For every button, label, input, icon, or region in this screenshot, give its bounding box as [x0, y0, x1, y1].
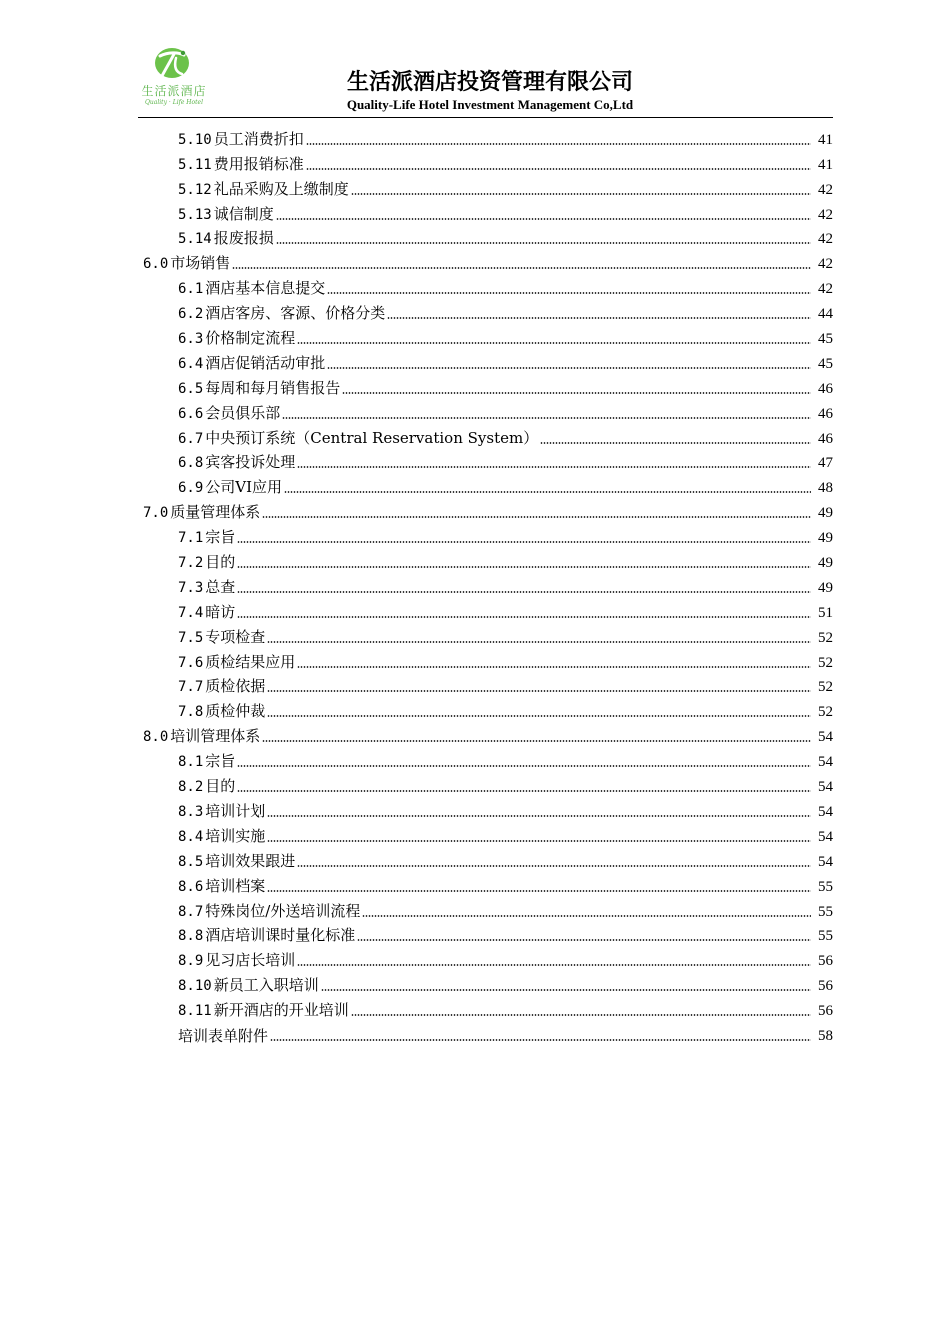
toc-entry-title [178, 155, 304, 174]
toc-entry[interactable] [0, 724, 950, 749]
toc-entry-title [178, 926, 355, 945]
toc-entry-number: 6.9 [178, 480, 204, 497]
table-of-contents [0, 127, 950, 1048]
toc-entry-title [178, 1001, 349, 1020]
toc-entry-text: 新开酒店的开业培训 [213, 1001, 349, 1020]
toc-entry-number: 8.10 [178, 978, 212, 995]
toc-entry[interactable] [0, 774, 950, 799]
toc-entry-title [143, 727, 260, 746]
toc-entry-title [178, 429, 538, 448]
toc-entry-text: 诚信制度 [213, 204, 274, 223]
toc-entry-text: 每周和每月销售报告 [205, 378, 341, 397]
toc-page-number: 42 [818, 206, 833, 223]
toc-entry[interactable] [0, 251, 950, 276]
toc-entry[interactable] [0, 749, 950, 774]
toc-entry-text: 目的 [205, 553, 236, 572]
toc-dot-leader [387, 316, 811, 320]
toc-dot-leader [306, 167, 811, 171]
toc-entry-text: 员工消费折扣 [213, 129, 304, 148]
toc-page-number: 52 [818, 629, 833, 646]
toc-entry[interactable] [0, 301, 950, 326]
company-logo [134, 46, 214, 112]
toc-entry-number: 7.2 [178, 555, 204, 572]
toc-entry-title [178, 304, 385, 323]
toc-entry-text: 暗访 [205, 602, 236, 621]
toc-entry[interactable] [0, 227, 950, 252]
toc-entry[interactable] [0, 500, 950, 525]
toc-entry[interactable] [0, 351, 950, 376]
toc-entry-text: 培训档案 [205, 876, 266, 895]
toc-entry-title [178, 902, 360, 921]
toc-dot-leader [362, 914, 811, 918]
toc-entry-number: 8.1 [178, 754, 204, 771]
toc-dot-leader [237, 565, 811, 569]
toc-entry-title [178, 528, 235, 547]
leaf-logo-icon [152, 46, 192, 82]
toc-dot-leader [284, 490, 811, 494]
toc-dot-leader [237, 590, 811, 594]
toc-entry-text: 酒店基本信息提交 [205, 279, 326, 298]
toc-page-number: 58 [818, 1027, 833, 1044]
toc-entry-text: 报废报损 [213, 229, 274, 248]
toc-entry-number: 7.4 [178, 604, 204, 621]
toc-entry-text: 酒店促销活动审批 [205, 353, 326, 372]
toc-dot-leader [276, 241, 811, 245]
toc-entry-title [178, 553, 235, 572]
toc-entry-text: 中央预订系统（Central Reservation System） [205, 428, 539, 447]
toc-entry[interactable] [0, 401, 950, 426]
toc-dot-leader [270, 1038, 811, 1042]
toc-entry-number: 7.8 [178, 704, 204, 721]
toc-page-number: 46 [818, 405, 833, 422]
toc-entry-text: 质检依据 [205, 677, 266, 696]
toc-entry-title [178, 453, 295, 472]
toc-entry-number: 8.0 [143, 729, 169, 746]
toc-entry[interactable] [0, 475, 950, 500]
toc-entry-text: 公司VI应用 [205, 478, 283, 497]
toc-entry-number: 7.3 [178, 579, 204, 596]
toc-dot-leader [282, 416, 811, 420]
toc-entry[interactable] [0, 202, 950, 227]
toc-dot-leader [267, 689, 811, 693]
toc-entry[interactable] [0, 152, 950, 177]
toc-entry[interactable] [0, 650, 950, 675]
toc-entry[interactable] [0, 874, 950, 899]
toc-entry-title [178, 827, 265, 846]
toc-page-number: 44 [818, 306, 833, 323]
company-name-en: Quality-Life Hotel Investment Management Co,Ltd [346, 97, 634, 112]
toc-page-number: 42 [818, 281, 833, 298]
toc-dot-leader [351, 192, 811, 196]
toc-entry[interactable] [0, 326, 950, 351]
logo-text-cn: 生活派酒店 [141, 84, 207, 98]
toc-page-number: 56 [818, 1003, 833, 1020]
toc-entry-title [178, 478, 282, 497]
toc-entry-text: 培训表单附件 [178, 1026, 269, 1045]
toc-page-number: 52 [818, 679, 833, 696]
toc-entry-text: 专项检查 [205, 627, 266, 646]
toc-page-number: 55 [818, 878, 833, 895]
toc-entry-number: 8.3 [178, 803, 204, 820]
toc-page-number: 56 [818, 953, 833, 970]
toc-entry[interactable] [0, 625, 950, 650]
toc-dot-leader [327, 291, 811, 295]
toc-entry[interactable] [0, 451, 950, 476]
toc-entry-number: 8.6 [178, 878, 204, 895]
toc-dot-leader [342, 391, 811, 395]
toc-entry-title [178, 802, 265, 821]
toc-entry-number: 8.9 [178, 953, 204, 970]
toc-entry-title [178, 1027, 268, 1045]
page-header [0, 0, 950, 122]
toc-entry-number: 7.6 [178, 654, 204, 671]
toc-entry-title [143, 254, 230, 273]
toc-entry-number: 7.0 [143, 505, 169, 522]
toc-page-number: 41 [818, 131, 833, 148]
toc-entry-number: 6.8 [178, 455, 204, 472]
toc-entry-text: 新员工入职培训 [213, 976, 319, 995]
toc-dot-leader [540, 441, 811, 445]
toc-entry-text: 宗旨 [205, 752, 236, 771]
toc-dot-leader [297, 465, 811, 469]
toc-page-number: 48 [818, 480, 833, 497]
toc-entry[interactable] [0, 973, 950, 998]
toc-entry[interactable] [0, 799, 950, 824]
toc-entry-number: 5.11 [178, 156, 212, 173]
toc-dot-leader [267, 640, 811, 644]
toc-page-number: 46 [818, 380, 833, 397]
toc-dot-leader [321, 988, 811, 992]
toc-page-number: 42 [818, 181, 833, 198]
toc-entry-title [143, 503, 260, 522]
toc-page-number: 54 [818, 803, 833, 820]
toc-dot-leader [267, 889, 811, 893]
toc-entry[interactable] [0, 849, 950, 874]
toc-entry[interactable] [0, 699, 950, 724]
toc-entry-title [178, 702, 265, 721]
toc-entry[interactable] [0, 550, 950, 575]
toc-entry-text: 培训效果跟进 [205, 851, 296, 870]
toc-entry[interactable] [0, 376, 950, 401]
toc-page-number: 54 [818, 828, 833, 845]
toc-entry-number: 7.1 [178, 530, 204, 547]
toc-entry-title [178, 229, 274, 248]
toc-entry-number: 6.3 [178, 331, 204, 348]
toc-entry-text: 宾客投诉处理 [205, 453, 296, 472]
toc-entry-title [178, 852, 295, 871]
toc-entry-title [178, 329, 295, 348]
toc-entry-number: 6.6 [178, 405, 204, 422]
toc-dot-leader [237, 764, 811, 768]
toc-entry[interactable] [0, 600, 950, 625]
toc-entry-number: 5.14 [178, 231, 212, 248]
toc-entry[interactable] [0, 177, 950, 202]
toc-dot-leader [262, 515, 811, 519]
toc-entry-text: 见习店长培训 [205, 951, 296, 970]
toc-entry-text: 市场销售 [170, 254, 231, 273]
toc-entry-text: 总查 [205, 577, 236, 596]
toc-page-number: 45 [818, 331, 833, 348]
toc-entry[interactable] [0, 276, 950, 301]
toc-dot-leader [297, 665, 811, 669]
toc-dot-leader [297, 864, 811, 868]
toc-entry-text: 会员俱乐部 [205, 403, 281, 422]
toc-page-number: 52 [818, 654, 833, 671]
toc-entry-number: 6.2 [178, 306, 204, 323]
toc-entry-title [178, 130, 304, 149]
toc-entry-number: 7.7 [178, 679, 204, 696]
toc-entry-text: 目的 [205, 777, 236, 796]
toc-entry-text: 培训管理体系 [170, 727, 261, 746]
header-divider [138, 117, 833, 118]
toc-entry-number: 8.4 [178, 828, 204, 845]
toc-entry-title [178, 653, 295, 672]
toc-entry-title [178, 180, 349, 199]
toc-page-number: 52 [818, 704, 833, 721]
toc-dot-leader [237, 789, 811, 793]
toc-page-number: 49 [818, 530, 833, 547]
toc-entry-text: 礼品采购及上缴制度 [213, 179, 349, 198]
toc-entry-text: 宗旨 [205, 528, 236, 547]
toc-entry-title [178, 877, 265, 896]
toc-entry-title [178, 951, 295, 970]
toc-page-number: 54 [818, 729, 833, 746]
toc-entry-number: 8.8 [178, 928, 204, 945]
toc-entry-title [178, 404, 280, 423]
toc-entry-number: 8.11 [178, 1003, 212, 1020]
toc-page-number: 49 [818, 505, 833, 522]
toc-entry-number: 6.5 [178, 380, 204, 397]
toc-page-number: 55 [818, 928, 833, 945]
toc-entry-number: 5.12 [178, 181, 212, 198]
logo-text-en: Quality · Life Hotel [144, 99, 204, 106]
toc-entry-title [178, 603, 235, 622]
toc-entry-text: 质检仲裁 [205, 702, 266, 721]
toc-dot-leader [306, 142, 811, 146]
toc-entry[interactable] [0, 948, 950, 973]
toc-dot-leader [267, 814, 811, 818]
toc-page-number: 42 [818, 256, 833, 273]
toc-page-number: 51 [818, 604, 833, 621]
toc-entry-text: 质检结果应用 [205, 652, 296, 671]
toc-entry-number: 8.7 [178, 903, 204, 920]
toc-entry[interactable] [0, 899, 950, 924]
company-name-cn: 生活派酒店投资管理有限公司 [346, 70, 633, 95]
toc-entry-number: 5.13 [178, 206, 212, 223]
toc-entry[interactable] [0, 575, 950, 600]
toc-entry-text: 价格制定流程 [205, 329, 296, 348]
toc-dot-leader [327, 366, 811, 370]
toc-page-number: 54 [818, 853, 833, 870]
toc-entry-title [178, 777, 235, 796]
toc-page-number: 49 [818, 579, 833, 596]
toc-entry-title [178, 354, 325, 373]
toc-page-number: 45 [818, 355, 833, 372]
toc-entry-text: 培训计划 [205, 801, 266, 820]
toc-entry-number: 6.7 [178, 430, 204, 447]
toc-entry[interactable] [0, 1023, 950, 1048]
toc-dot-leader [237, 615, 811, 619]
toc-entry-title [178, 279, 325, 298]
toc-entry-number: 6.1 [178, 281, 204, 298]
toc-entry-text: 费用报销标准 [213, 154, 304, 173]
toc-entry[interactable] [0, 127, 950, 152]
toc-entry[interactable] [0, 525, 950, 550]
toc-entry[interactable] [0, 426, 950, 451]
toc-entry-title [178, 205, 274, 224]
toc-page-number: 47 [818, 455, 833, 472]
toc-dot-leader [276, 217, 811, 221]
toc-dot-leader [297, 963, 811, 967]
toc-entry[interactable] [0, 924, 950, 949]
toc-dot-leader [297, 341, 811, 345]
toc-entry-text: 酒店客房、客源、价格分类 [205, 304, 386, 323]
toc-entry-number: 5.10 [178, 131, 212, 148]
toc-dot-leader [262, 739, 811, 743]
toc-entry-title [178, 677, 265, 696]
toc-entry-title [178, 628, 265, 647]
toc-entry-title [178, 976, 319, 995]
toc-entry-text: 酒店培训课时量化标准 [205, 926, 356, 945]
toc-entry-number: 6.4 [178, 355, 204, 372]
toc-entry-title [178, 578, 235, 597]
toc-entry-text: 特殊岗位/外送培训流程 [205, 901, 361, 920]
toc-dot-leader [267, 714, 811, 718]
toc-page-number: 46 [818, 430, 833, 447]
toc-entry-text: 培训实施 [205, 826, 266, 845]
toc-entry-number: 8.5 [178, 853, 204, 870]
toc-page-number: 56 [818, 978, 833, 995]
toc-dot-leader [232, 266, 811, 270]
toc-entry-number: 6.0 [143, 256, 169, 273]
toc-dot-leader [357, 938, 811, 942]
toc-entry[interactable] [0, 675, 950, 700]
toc-dot-leader [237, 540, 811, 544]
toc-entry[interactable] [0, 998, 950, 1023]
toc-page-number: 42 [818, 231, 833, 248]
toc-entry-title [178, 379, 340, 398]
toc-entry-text: 质量管理体系 [170, 503, 261, 522]
toc-dot-leader [267, 839, 811, 843]
toc-entry-number: 7.5 [178, 629, 204, 646]
toc-entry-number: 8.2 [178, 779, 204, 796]
toc-entry[interactable] [0, 824, 950, 849]
toc-dot-leader [351, 1013, 811, 1017]
toc-entry-title [178, 752, 235, 771]
toc-page-number: 54 [818, 754, 833, 771]
toc-page-number: 55 [818, 903, 833, 920]
toc-page-number: 49 [818, 555, 833, 572]
toc-page-number: 41 [818, 156, 833, 173]
toc-page-number: 54 [818, 779, 833, 796]
